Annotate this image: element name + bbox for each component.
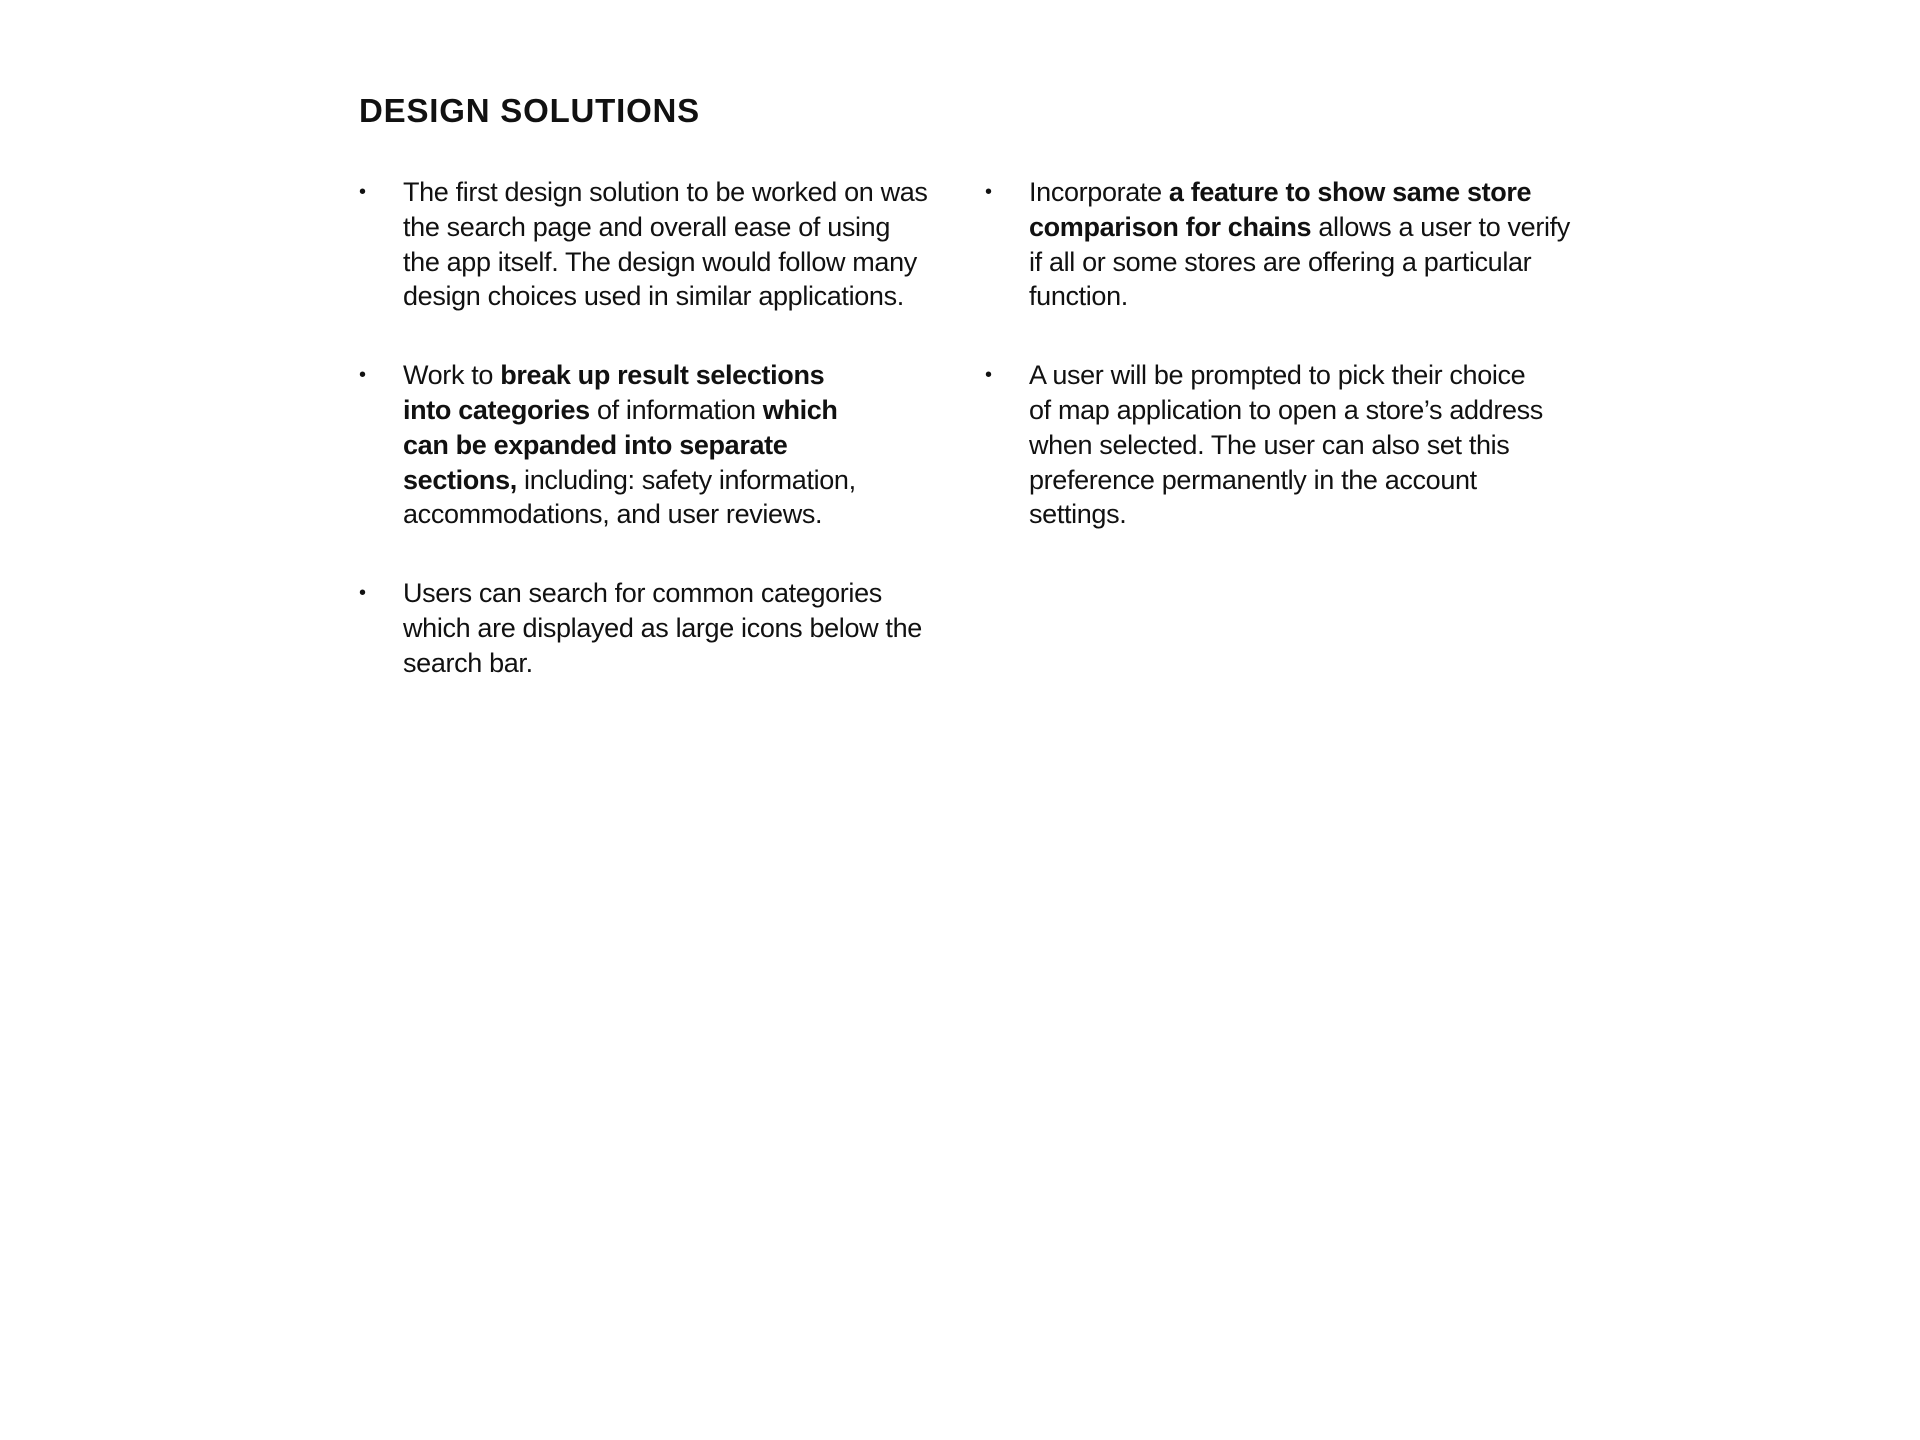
body-text: when selected. The user can also set this (1029, 429, 1510, 460)
text-line (1029, 279, 1585, 314)
bold-text: can be expanded into separate (403, 429, 788, 460)
bullet-dot: • (985, 181, 992, 203)
text-line (403, 393, 939, 428)
body-text: accommodations, and user reviews. (403, 499, 823, 530)
bold-text: break up result selections (500, 360, 825, 391)
body-text: including: safety information, (516, 464, 856, 495)
bold-text: into categories (403, 394, 590, 425)
text-line (403, 245, 939, 280)
bold-text: which (762, 394, 838, 425)
bullet-item (359, 576, 939, 680)
body-text: the search page and overall ease of using (403, 211, 890, 242)
text-line (1029, 245, 1585, 280)
body-text: allows a user to verify (1311, 211, 1570, 242)
bullet-item (985, 175, 1585, 314)
body-text: the app itself. The design would follow many (403, 246, 917, 277)
bullet-item (359, 358, 939, 532)
body-text: settings. (1029, 499, 1127, 530)
text-line (403, 210, 939, 245)
text-line (403, 576, 939, 611)
text-line (403, 358, 939, 393)
text-line (1029, 428, 1585, 463)
bullet-item (985, 358, 1585, 532)
text-line (403, 428, 939, 463)
left-bullet-list (359, 175, 939, 725)
body-text: preference permanently in the account (1029, 464, 1477, 495)
text-line (1029, 497, 1585, 532)
text-line (403, 463, 939, 498)
body-text: of information (589, 394, 763, 425)
body-text: of map application to open a store’s address (1029, 394, 1543, 425)
body-text: design choices used in similar applications. (403, 281, 904, 312)
bold-text: a feature to show same store (1168, 177, 1532, 207)
text-line (1029, 175, 1585, 210)
bullet-dot: • (985, 364, 992, 387)
section-heading: DESIGN SOLUTIONS (359, 92, 700, 129)
bullet-dot: • (359, 582, 366, 605)
text-line (1029, 358, 1585, 393)
body-text: Incorporate (1029, 177, 1169, 207)
bullet-dot: • (359, 181, 366, 203)
body-text: The first design solution to be worked on was (403, 177, 928, 207)
text-line (403, 646, 939, 681)
bold-text: sections, (403, 464, 517, 495)
text-line (403, 279, 939, 314)
text-line (403, 611, 939, 646)
text-line (403, 497, 939, 532)
bullet-dot: • (359, 364, 366, 387)
text-line (1029, 393, 1585, 428)
text-line (1029, 210, 1585, 245)
text-line (1029, 463, 1585, 498)
body-text: Work to (403, 360, 501, 391)
body-text: function. (1029, 281, 1128, 312)
text-line (403, 175, 939, 210)
body-text: Users can search for common categories (403, 578, 882, 609)
body-text: if all or some stores are offering a particular (1029, 246, 1532, 277)
body-text: search bar. (403, 647, 533, 678)
bullet-item (359, 175, 939, 314)
bold-text: comparison for chains (1029, 211, 1312, 242)
body-text: which are displayed as large icons below the (403, 612, 922, 643)
body-text: A user will be prompted to pick their choice (1029, 360, 1526, 391)
right-bullet-list (985, 175, 1585, 576)
